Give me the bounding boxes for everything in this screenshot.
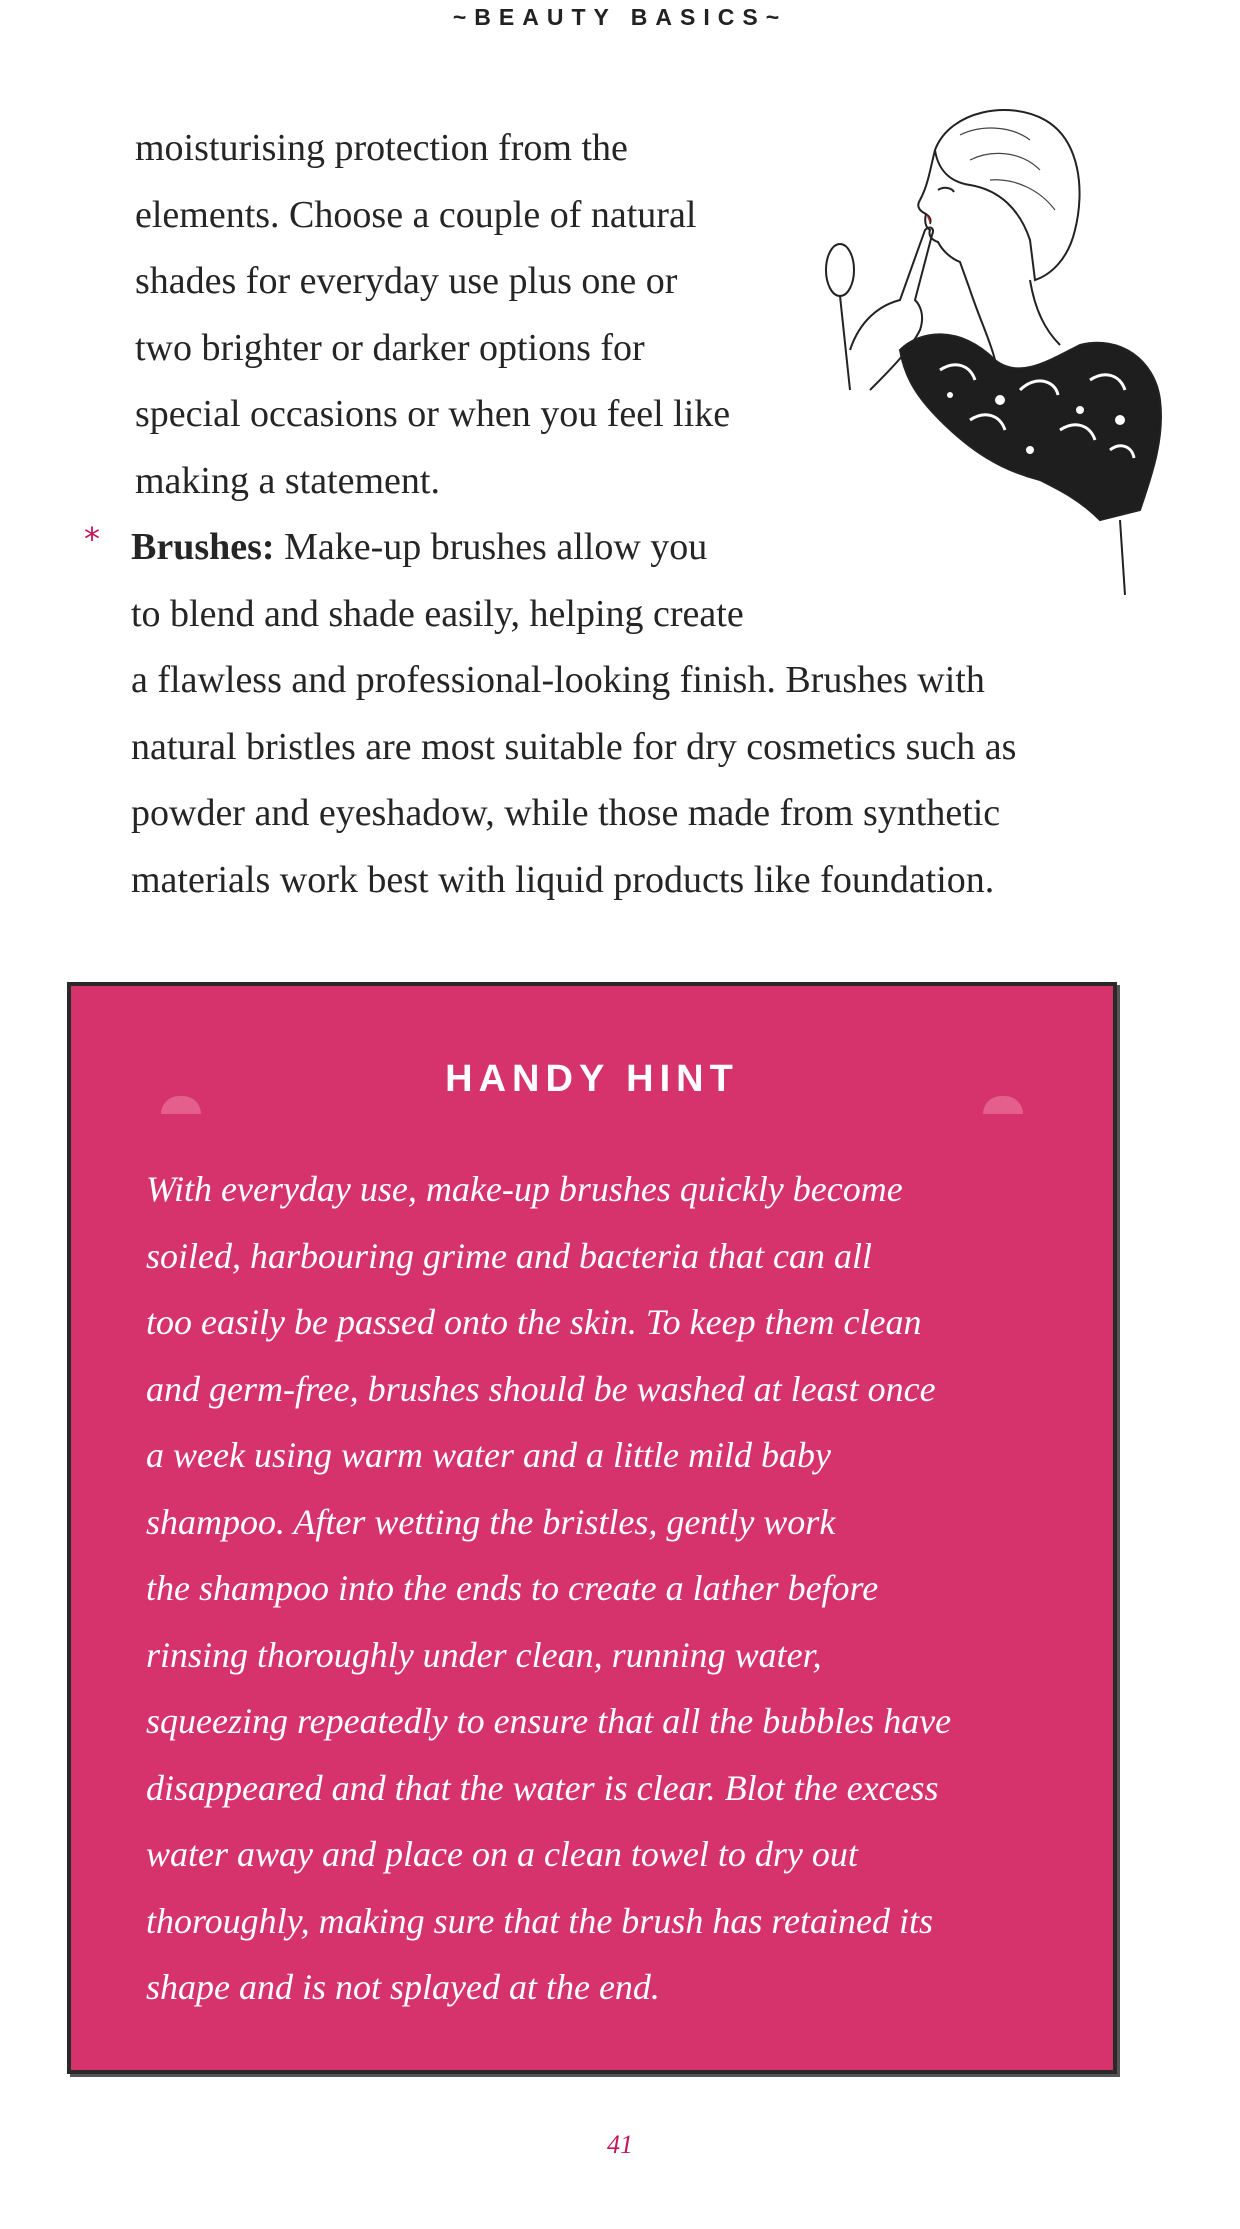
hint-title: HANDY HINT (445, 1058, 739, 1100)
text-line: soiled, harbouring grime and bacteria that can all (146, 1235, 872, 1276)
text-line: a flawless and professional-looking finish. Brushes with (131, 659, 985, 701)
text-line: shape and is not splayed at the end. (146, 1967, 660, 2007)
woman-applying-lipstick-illustration (820, 90, 1220, 630)
text-line: and germ-free, brushes should be washed at least once (146, 1368, 936, 1409)
text-line: the shampoo into the ends to create a lather before (146, 1568, 879, 1608)
text-line: squeezing repeatedly to ensure that all the bubbles have (146, 1701, 952, 1741)
hint-paragraph (146, 1156, 1086, 2021)
text-line: two brighter or darker options for (135, 326, 645, 369)
text-line: shampoo. After wetting the bristles, gently work (146, 1501, 836, 1542)
text-line: natural bristles are most suitable for dry cosmetics such as (131, 725, 1017, 768)
brushes-first-line: Make-up brushes allow you (274, 526, 708, 568)
text-line: special occasions or when you feel like (135, 393, 731, 435)
intro-paragraph (135, 115, 855, 514)
text-line: elements. Choose a couple of natural (135, 193, 697, 236)
text-line: too easily be passed onto the skin. To keep them clean (146, 1302, 922, 1342)
text-line: shades for everyday use plus one or (135, 260, 678, 302)
handy-hint-box (67, 982, 1117, 2074)
text-line: moisturising protection from the (135, 127, 628, 169)
text-line: water away and place on a clean towel to dry out (146, 1834, 858, 1874)
brushes-term: Brushes: (131, 526, 275, 568)
text-line: a week using warm water and a little mild baby (146, 1435, 831, 1475)
text-line: thoroughly, making sure that the brush has retained its (146, 1900, 933, 1941)
page-number: 41 (607, 2130, 633, 2159)
text-line: powder and eyeshadow, while those made from synthetic (131, 792, 1001, 834)
bullet-star-icon: * (84, 520, 100, 558)
running-header: ~BEAUTY BASICS~ (452, 4, 788, 30)
text-line: disappeared and that the water is clear. Blot the excess (146, 1767, 939, 1808)
text-line: With everyday use, make-up brushes quickly become (146, 1169, 903, 1209)
text-line: rinsing thoroughly under clean, running water, (146, 1634, 822, 1675)
text-line: materials work best with liquid products like foundation. (131, 858, 995, 901)
text-line: making a statement. (135, 459, 440, 502)
text-line: to blend and shade easily, helping create (131, 592, 744, 635)
